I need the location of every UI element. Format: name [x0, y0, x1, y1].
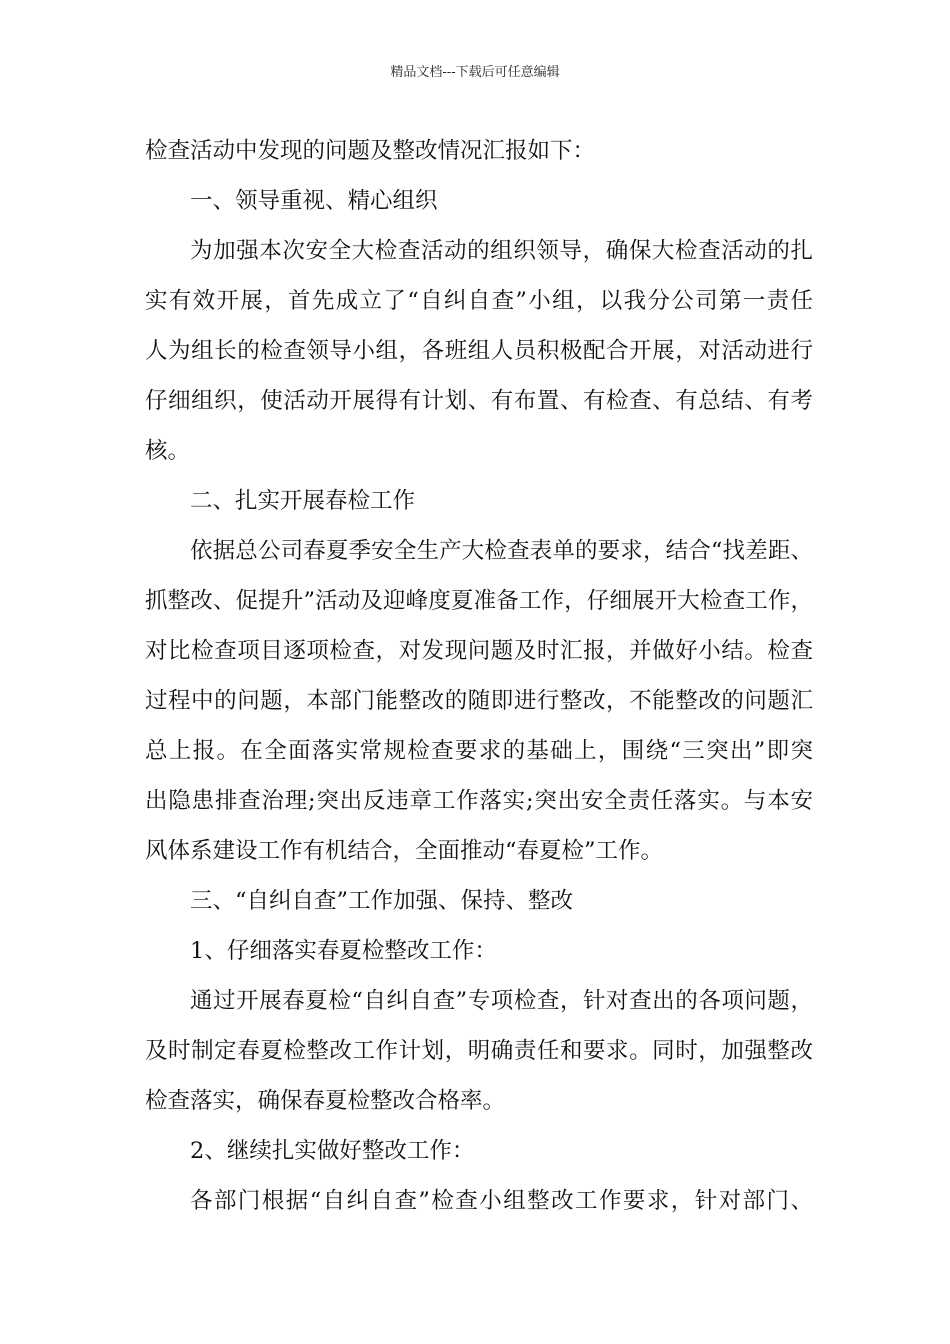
- document-body: [145, 126, 813, 1226]
- paragraph-line: 为加强本次安全大检查活动的组织领导，确保大检查活动的扎: [190, 238, 813, 264]
- paragraph-line: 核。: [145, 438, 191, 464]
- paragraph-line: 人为组长的检查领导小组，各班组人员积极配合开展，对活动进行: [145, 338, 813, 364]
- paragraph-line: 出隐患排查治理;突出反违章工作落实;突出安全责任落实。与本安: [145, 788, 813, 814]
- section-heading-1: 一、领导重视、精心组织: [190, 188, 438, 214]
- paragraph-line: 依据总公司春夏季安全生产大检查表单的要求，结合“找差距、: [190, 538, 813, 564]
- paragraph-line: 及时制定春夏检整改工作计划，明确责任和要求。同时，加强整改: [145, 1038, 813, 1064]
- page-header: 精品文档---下载后可任意编辑: [390, 65, 560, 80]
- paragraph-line: 检查落实，确保春夏检整改合格率。: [145, 1088, 506, 1114]
- paragraph-line: 各部门根据“自纠自查”检查小组整改工作要求，针对部门、: [190, 1188, 813, 1214]
- subsection-heading-1: 1、仔细落实春夏检整改工作：: [190, 938, 497, 964]
- paragraph-line: 过程中的问题，本部门能整改的随即进行整改，不能整改的问题汇: [145, 688, 813, 714]
- section-heading-3: 三、“自纠自查”工作加强、保持、整改: [190, 888, 574, 914]
- paragraph-line: 风体系建设工作有机结合，全面推动“春夏检”工作。: [145, 838, 664, 864]
- paragraph-line: 通过开展春夏检“自纠自查”专项检查，针对查出的各项问题，: [190, 988, 813, 1014]
- paragraph-line: 实有效开展，首先成立了“自纠自查”小组，以我分公司第一责任: [145, 288, 813, 314]
- paragraph-line: 对比检查项目逐项检查，对发现问题及时汇报，并做好小结。检查: [145, 638, 813, 664]
- paragraph-line: 仔细组织，使活动开展得有计划、有布置、有检查、有总结、有考: [145, 388, 813, 414]
- paragraph-line: 抓整改、促提升”活动及迎峰度夏准备工作，仔细展开大检查工作，: [145, 588, 813, 614]
- subsection-heading-2: 2、继续扎实做好整改工作：: [190, 1138, 475, 1164]
- section-heading-2: 二、扎实开展春检工作: [190, 488, 416, 514]
- paragraph-line: 总上报。在全面落实常规检查要求的基础上，围绕“三突出”即突: [145, 738, 813, 764]
- intro-line: 检查活动中发现的问题及整改情况汇报如下：: [145, 138, 596, 164]
